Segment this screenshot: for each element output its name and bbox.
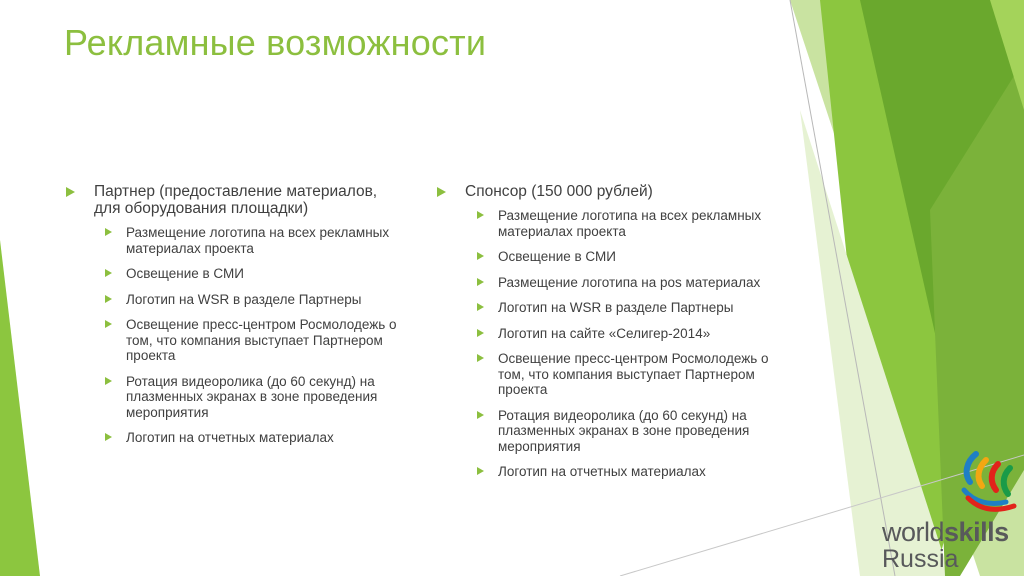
bullet-triangle-icon [477,252,484,260]
bullet-triangle-icon [477,354,484,362]
list-item: Логотип на WSR в разделе Партнеры [105,292,406,308]
list-item: Размещение логотипа на всех рекламных материалах проекта [477,208,777,239]
list-item: Освещение пресс-центром Росмолодежь о том, что компания выступает Партнером проекта [477,351,777,398]
list-item: Освещение в СМИ [105,266,406,282]
sponsor-benefits-list [437,208,777,480]
partner-column [66,183,406,456]
bullet-triangle-icon [437,187,446,197]
bullet-triangle-icon [477,411,484,419]
bullet-triangle-icon [477,329,484,337]
left-green-strip [0,240,40,576]
bullet-triangle-icon [477,467,484,475]
bullet-triangle-icon [105,295,112,303]
bullet-triangle-icon [477,303,484,311]
bullet-triangle-icon [105,228,112,236]
list-item: Логотип на отчетных материалах [477,464,777,480]
bullet-triangle-icon [105,377,112,385]
bullet-triangle-icon [477,211,484,219]
list-item: Ротация видеоролика (до 60 секунд) на плазменных экранах в зоне проведения мероприятия [105,374,406,421]
list-item: Ротация видеоролика (до 60 секунд) на плазменных экранах в зоне проведения мероприятия [477,408,777,455]
partner-heading-item [66,183,406,217]
list-item: Логотип на WSR в разделе Партнеры [477,300,777,316]
bullet-triangle-icon [105,269,112,277]
bullet-triangle-icon [105,433,112,441]
sponsor-column [437,183,777,490]
bullet-triangle-icon [105,320,112,328]
sponsor-heading-item [437,183,777,200]
logo-wordmark: worldskills [882,517,1009,547]
partner-benefits-list [66,225,406,446]
list-item: Размещение логотипа на pos материалах [477,275,777,291]
logo-russia-text: Russia [882,545,959,573]
list-item: Логотип на сайте «Селигер-2014» [477,326,777,342]
worldskills-emblem-icon [956,450,1024,520]
worldskills-russia-logo [878,450,1018,572]
partner-heading: Партнер (предоставление материалов, для оборудования площадки) [94,183,378,217]
bullet-triangle-icon [477,278,484,286]
list-item: Освещение в СМИ [477,249,777,265]
bullet-triangle-icon [66,187,75,197]
list-item: Логотип на отчетных материалах [105,430,406,446]
list-item: Освещение пресс-центром Росмолодежь о том, что компания выступает Партнером проекта [105,317,406,364]
sponsor-heading: Спонсор (150 000 рублей) [465,183,653,200]
list-item: Размещение логотипа на всех рекламных материалах проекта [105,225,406,256]
slide-title: Рекламные возможности [64,22,487,63]
